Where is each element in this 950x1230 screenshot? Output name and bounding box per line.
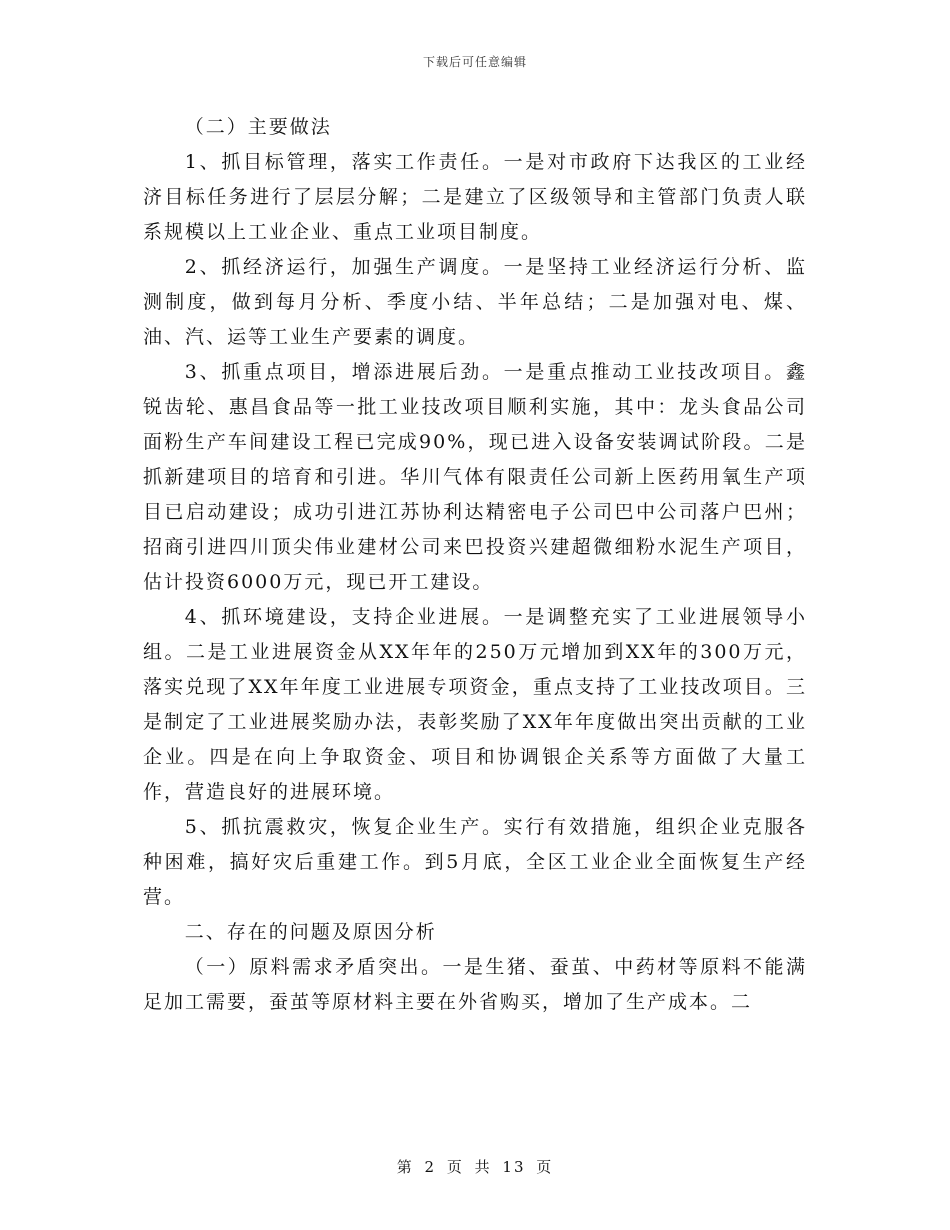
footer-page-word: 页: [446, 1158, 464, 1176]
page-header: 下载后可任意编辑: [422, 55, 527, 69]
footer-suffix: 页: [536, 1158, 554, 1176]
paragraph-key-projects: 3、抓重点项目，增添进展后劲。一是重点推动工业技改项目。鑫锐齿轮、惠昌食品等一批工业技改项目顺利实施，其中：龙头食品公司面粉生产车间建设工程已完成90%，现已进入设备安装调试阶段。二是抓新建项目的培育和引进。华川气体有限责任公司新上医药用氧生产项目已启动建设；成功引进江苏协利达精密电子公司巴中公司落户巴州；招商引进四川顶尖伟业建材公司来巴投资兴建超微细粉水泥生产项目，估计投资6000万元，现已开工建设。: [143, 361, 807, 593]
paragraph-earthquake-relief: 5、抓抗震救灾，恢复企业生产。实行有效措施，组织企业克服各种困难，搞好灾后重建工作。到5月底，全区工业企业全面恢复生产经营。: [143, 816, 807, 908]
document-body: [143, 110, 807, 1020]
footer-total-pages: 13: [502, 1158, 526, 1176]
section-heading-main-practices: （二）主要做法: [184, 116, 332, 138]
footer-total-label: 共: [474, 1158, 492, 1176]
page-footer: [0, 1156, 950, 1177]
section-heading-problems: 二、存在的问题及原因分析: [184, 921, 437, 943]
footer-page-number: 2: [424, 1158, 437, 1176]
paragraph-environment-building: 4、抓环境建设，支持企业进展。一是调整充实了工业进展领导小组。二是工业进展资金从XX年年的250万元增加到XX年的300万元，落实兑现了XX年年度工业进展专项资金，重点支持了工业技改项目。三是制定了工业进展奖励办法，表彰奖励了XX年年度做出突出贡献的工业企业。四是在向上争取资金、项目和协调银企关系等方面做了大量工作，营造良好的进展环境。: [143, 606, 807, 803]
paragraph-raw-material: （一）原料需求矛盾突出。一是生猪、蚕茧、中药材等原料不能满足加工需要，蚕茧等原材料主要在外省购买，增加了生产成本。二: [143, 956, 807, 1013]
footer-prefix: 第: [396, 1158, 414, 1176]
paragraph-economic-operation: 2、抓经济运行，加强生产调度。一是坚持工业经济运行分析、监测制度，做到每月分析、季度小结、半年总结；二是加强对电、煤、油、汽、运等工业生产要素的调度。: [143, 256, 807, 348]
paragraph-target-management: 1、抓目标管理，落实工作责任。一是对市政府下达我区的工业经济目标任务进行了层层分解；二是建立了区级领导和主管部门负责人联系规模以上工业企业、重点工业项目制度。: [143, 151, 807, 243]
